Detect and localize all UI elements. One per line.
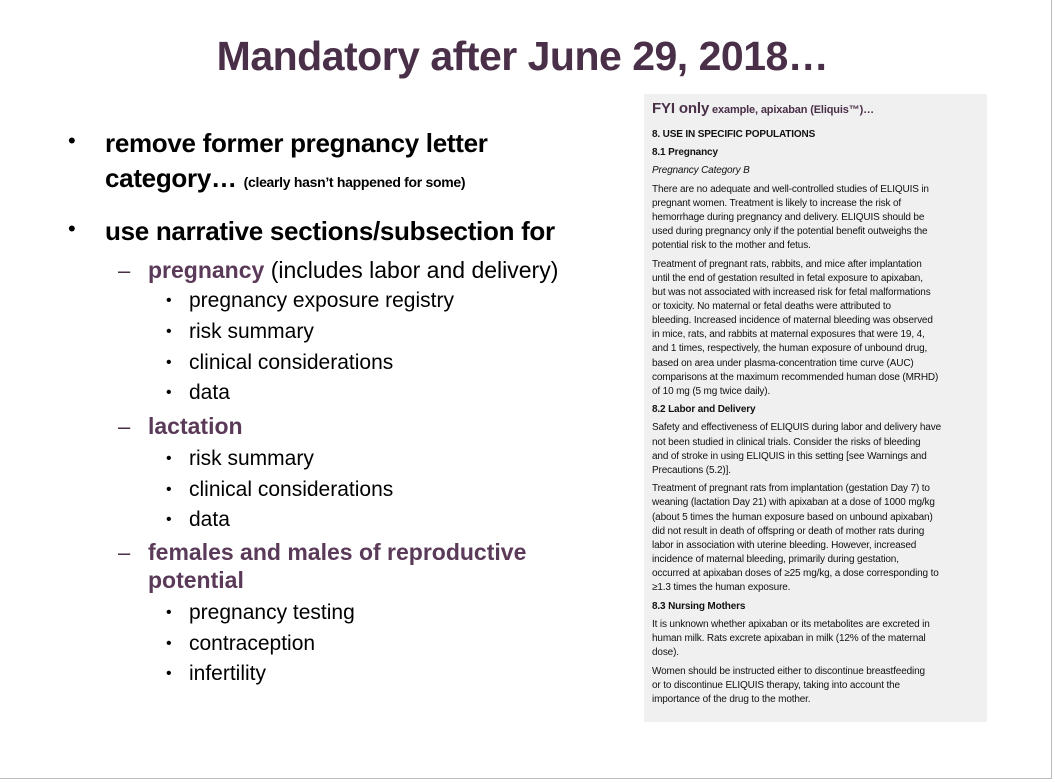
- panel-text-line: Safety and effectiveness of ELIQUIS during labor and delivery have: [652, 422, 941, 434]
- panel-text-line: incidence of maternal bleeding, primarily during gestation,: [652, 553, 899, 565]
- panel-text-line: potential risk to the mother and fetus.: [652, 240, 811, 252]
- bullet-icon: •: [166, 604, 172, 621]
- slide-title: Mandatory after June 29, 2018…: [216, 33, 829, 79]
- panel-text-line: did not result in death of offspring or death of mother rats during: [652, 525, 925, 537]
- panel-text-line: human milk. Rats excrete apixaban in milk (12% of the maternal: [652, 632, 926, 644]
- panel-text-line: comparisons at the maximum recommended human dose (MRHD): [652, 371, 939, 383]
- panel-text-line: not been studied in clinical trials. Consider the risks of bleeding: [652, 436, 921, 448]
- fyi-label: FYI only: [652, 100, 710, 117]
- bullet-icon: •: [166, 635, 172, 652]
- sub-bullet-item: clinical considerations: [189, 351, 394, 374]
- panel-text-line: labor in association with uterine bleeding. However, increased: [652, 539, 917, 551]
- panel-text-line: and 1 times, respectively, the human exposure of unbound drug,: [652, 343, 928, 355]
- subsection-heading: [148, 413, 243, 440]
- bullet-icon: •: [166, 665, 172, 682]
- subsection-note: (includes labor and delivery): [264, 257, 559, 283]
- sub-bullet-item: infertility: [189, 662, 267, 685]
- panel-text-line: until the end of gestation resulted in fetal exposure to apixaban,: [652, 272, 923, 284]
- bullet-icon: •: [166, 354, 172, 371]
- sub-bullet-item: risk summary: [189, 320, 314, 343]
- bullet-note: (clearly hasn’t happened for some): [243, 174, 466, 190]
- section-heading: 8. USE IN SPECIFIC POPULATIONS: [652, 129, 816, 140]
- dash-icon: –: [118, 540, 131, 565]
- sub-bullet-item: data: [189, 381, 230, 404]
- panel-text-line: based on area under plasma-concentration time curve (AUC): [652, 357, 914, 369]
- panel-text-line: ≥1.3 times the human exposure.: [652, 582, 791, 593]
- subsection-title: females and males of reproductive: [148, 539, 527, 565]
- subsection-heading: [148, 539, 526, 566]
- section-heading: 8.1 Pregnancy: [652, 147, 718, 159]
- bullet-text: use narrative sections/subsection for: [105, 216, 555, 246]
- fyi-example-label: example, apixaban (Eliquis™)…: [709, 104, 874, 116]
- panel-text-line: and of stroke in using ELIQUIS in this setting [see Warnings and: [652, 450, 927, 462]
- subsection-heading: [148, 257, 558, 284]
- panel-text-line: in mice, rats, and rabbits at maternal exposures that were 19, 4,: [652, 329, 925, 341]
- panel-text-line: Women should be instructed either to discontinue breastfeeding: [652, 665, 925, 677]
- panel-text-line: Treatment of pregnant rats, rabbits, and mice after implantation: [652, 258, 922, 270]
- panel-text-line: It is unknown whether apixaban or its metabolites are excreted in: [652, 618, 930, 630]
- sub-bullet-item: risk summary: [189, 447, 314, 470]
- panel-text-line: Precautions (5.2)].: [652, 464, 731, 476]
- subsection-title: potential: [148, 567, 244, 593]
- panel-text-line: Pregnancy Category B: [652, 165, 750, 177]
- bullet-icon: •: [166, 511, 172, 528]
- panel-text-line: hemorrhage during pregnancy and delivery. ELIQUIS should be: [652, 212, 925, 223]
- subsection-title: lactation: [148, 413, 243, 439]
- bullet-icon: •: [68, 216, 76, 241]
- bullet-text-line: category…: [105, 163, 237, 193]
- panel-text-line: pregnant women. Treatment is likely to increase the risk of: [652, 197, 902, 209]
- dash-icon: –: [118, 414, 131, 439]
- section-heading: 8.2 Labor and Delivery: [652, 404, 756, 416]
- panel-text-line: occurred at apixaban doses of ≥25 mg/kg, a dose corresponding to: [652, 567, 939, 579]
- panel-text-line: importance of the drug to the mother.: [652, 693, 811, 705]
- bullet-icon: •: [166, 323, 172, 340]
- panel-text-line: dose).: [652, 646, 679, 658]
- bullet-text: [105, 163, 465, 194]
- bullet-icon: •: [166, 292, 172, 309]
- section-heading: 8.3 Nursing Mothers: [652, 600, 746, 612]
- fyi-example-panel: [644, 94, 987, 722]
- panel-text-line: Treatment of pregnant rats from implantation (gestation Day 7) to: [652, 483, 930, 495]
- panel-text-line: (about 5 times the human exposure based on unbound apixaban): [652, 511, 933, 523]
- panel-text-line: There are no adequate and well-controlled studies of ELIQUIS in: [652, 183, 929, 195]
- sub-bullet-item: clinical considerations: [189, 478, 394, 501]
- sub-bullet-item: pregnancy testing: [189, 601, 355, 624]
- bullet-icon: •: [68, 128, 76, 153]
- sub-bullet-item: contraception: [189, 632, 316, 655]
- sub-bullet-item: data: [189, 508, 230, 531]
- panel-text-line: or to discontinue ELIQUIS therapy, taking into account the: [652, 679, 900, 691]
- subsection-title: pregnancy: [148, 257, 265, 283]
- panel-text-line: or toxicity. No maternal or fetal deaths were attributed to: [652, 301, 891, 313]
- bullet-icon: •: [166, 384, 172, 401]
- dash-icon: –: [118, 258, 131, 283]
- bullet-icon: •: [166, 481, 172, 498]
- panel-heading: [652, 100, 874, 117]
- subsection-heading: [148, 567, 244, 594]
- panel-text-line: used during pregnancy only if the potential benefit outweighs the: [652, 226, 928, 238]
- panel-text-line: weaning (lactation Day 21) with apixaban at a dose of 1000 mg/kg: [652, 497, 935, 509]
- panel-text-line: of 10 mg (5 mg twice daily).: [652, 385, 771, 397]
- panel-text-line: but was not associated with increased risk for fetal malformations: [652, 287, 931, 298]
- panel-text-line: bleeding. Increased incidence of maternal bleeding was observed: [652, 315, 933, 327]
- sub-bullet-item: pregnancy exposure registry: [189, 289, 454, 312]
- bullet-text: remove former pregnancy letter: [105, 128, 488, 158]
- bullet-icon: •: [166, 450, 172, 467]
